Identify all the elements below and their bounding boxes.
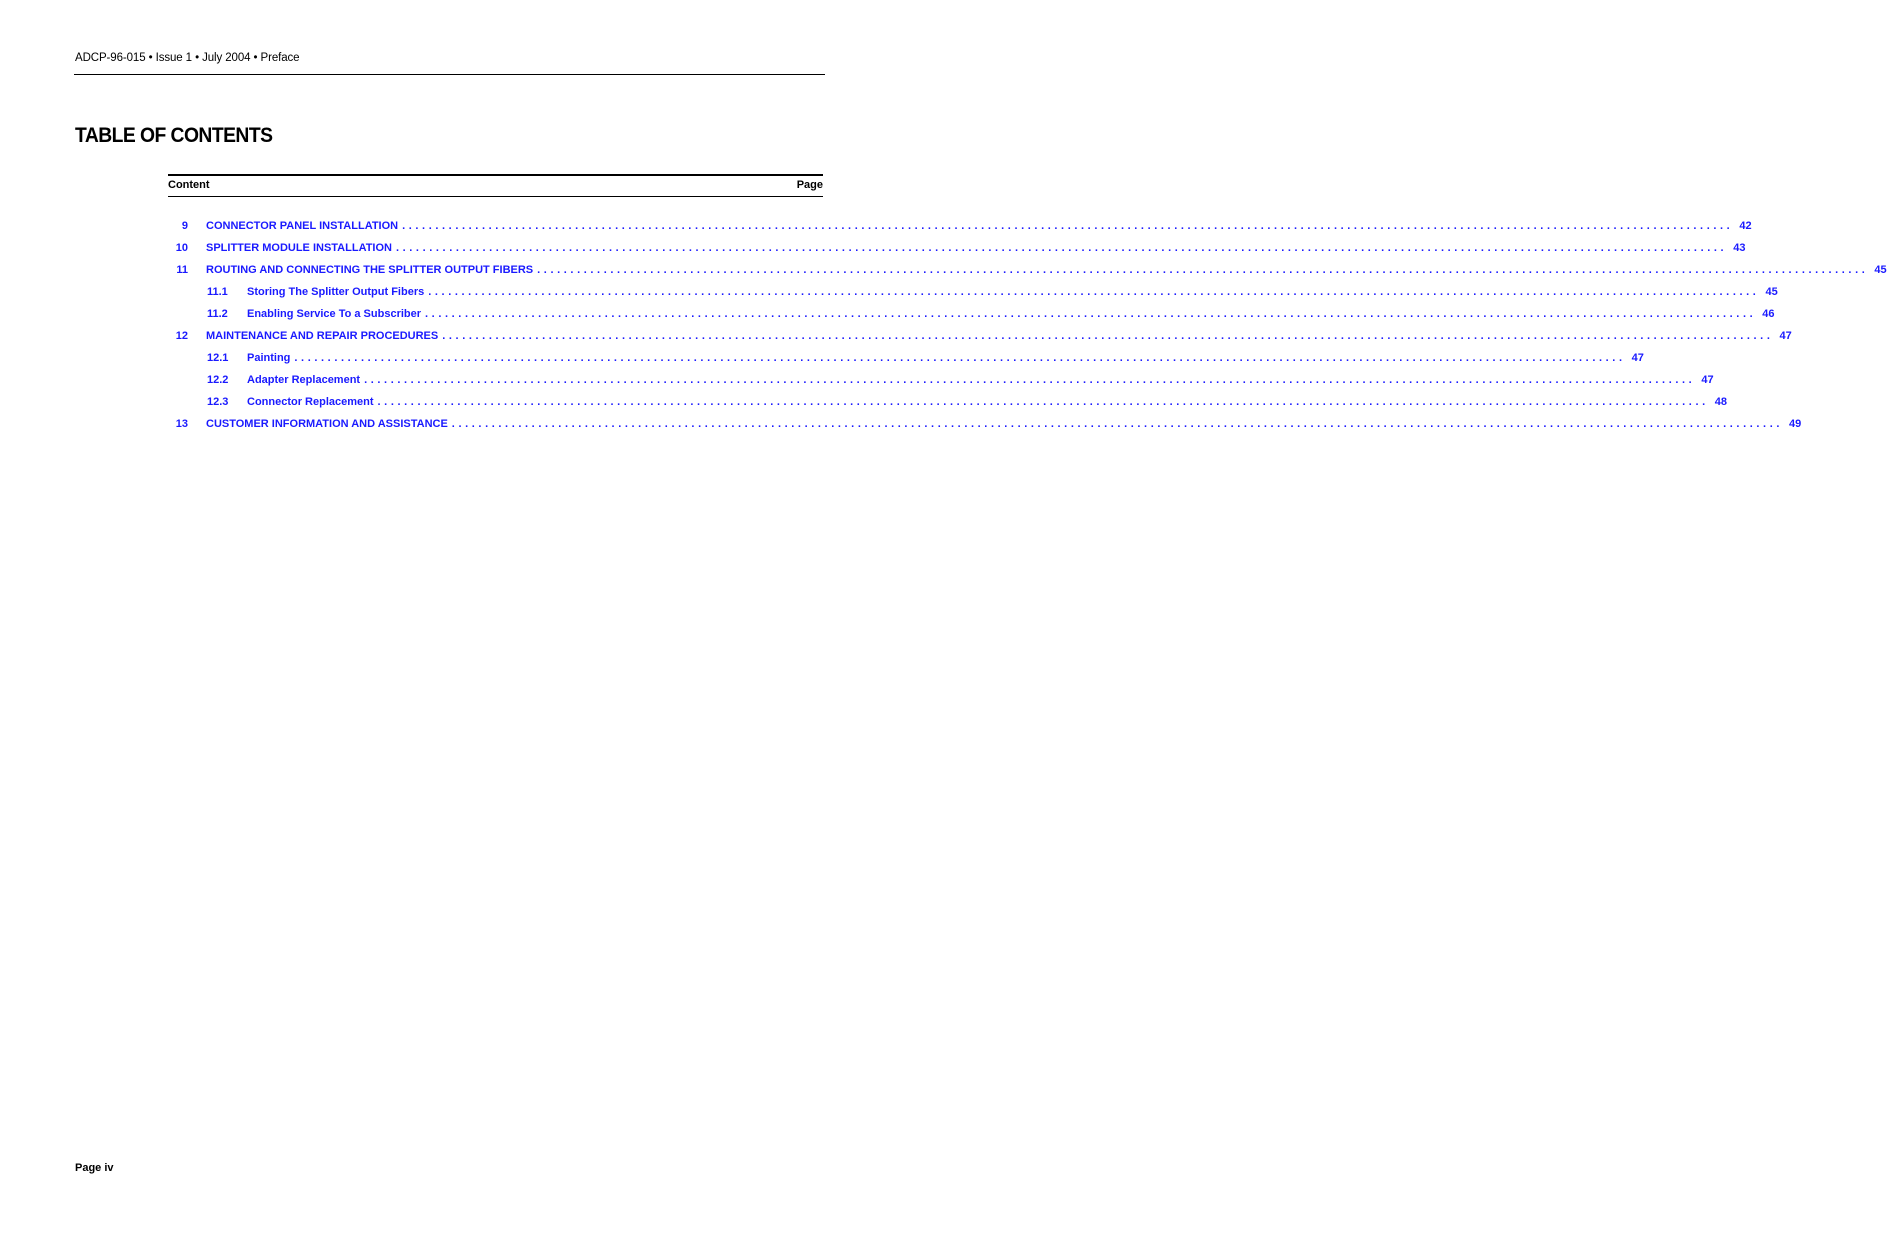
dot-leader: ........................................................................................................................................................................................................ — [428, 286, 1760, 298]
toc-entry-page: 45 — [1765, 286, 1778, 298]
toc-header-row — [168, 174, 823, 197]
toc-entry-number: 11.2 — [207, 308, 228, 320]
toc-entry-link[interactable] — [168, 308, 1775, 324]
dot-leader: ........................................................................................................................................................................................................ — [402, 220, 1734, 232]
toc-entry-number: 9 — [181, 220, 188, 232]
toc-entry-title: Enabling Service To a Subscriber — [247, 308, 425, 320]
toc-entry-link[interactable] — [168, 396, 1728, 412]
toc-entry-number: 13 — [175, 418, 188, 430]
toc-entry-link[interactable] — [168, 418, 1802, 434]
toc-entry-page: 49 — [1789, 418, 1802, 430]
toc-entry-title: SPLITTER MODULE INSTALLATION — [206, 242, 396, 254]
toc-entry-title: ROUTING AND CONNECTING THE SPLITTER OUTPUT FIBERS — [206, 264, 537, 276]
toc-entry-title: Connector Replacement — [247, 396, 378, 408]
toc-entry-number: 12.2 — [207, 374, 229, 386]
toc-entry-title: MAINTENANCE AND REPAIR PROCEDURES — [206, 330, 442, 342]
toc-entry-leader-line — [247, 286, 1778, 298]
toc-entry-page: 42 — [1739, 220, 1752, 232]
toc-entry-number: 12.3 — [207, 396, 229, 408]
toc-entry-leader-line — [247, 308, 1775, 320]
page-number: Page iv — [75, 1162, 114, 1174]
dot-leader: ........................................................................................................................................................................................................ — [294, 352, 1626, 364]
toc-entry-title: Adapter Replacement — [247, 374, 364, 386]
dot-leader: ........................................................................................................................................................................................................ — [395, 242, 1728, 254]
toc-entry-link[interactable] — [168, 286, 1778, 302]
toc-entry-page: 43 — [1733, 242, 1746, 254]
dot-leader: ........................................................................................................................................................................................................ — [537, 264, 1869, 276]
toc-entry-page: 48 — [1714, 396, 1728, 408]
toc-entry-leader-line — [206, 418, 1802, 430]
toc-entry-link[interactable] — [168, 330, 1792, 346]
toc-entry-leader-line — [206, 242, 1746, 254]
toc-entry-link[interactable] — [168, 264, 1887, 280]
page-title: TABLE OF CONTENTS — [75, 124, 273, 147]
toc-entry-title: Painting — [247, 352, 294, 364]
dot-leader: ........................................................................................................................................................................................................ — [425, 308, 1757, 320]
toc-entry-page: 47 — [1779, 330, 1792, 342]
table-of-contents — [168, 174, 1887, 430]
toc-entry-page: 46 — [1762, 308, 1775, 320]
toc-entry-number: 12 — [175, 330, 188, 342]
toc-entry-leader-line — [206, 220, 1752, 232]
toc-header-page: Page — [796, 179, 823, 191]
toc-entry-leader-line — [247, 396, 1728, 408]
toc-entry-link[interactable] — [168, 374, 1714, 390]
toc-entry-leader-line — [247, 374, 1714, 386]
dot-leader: ........................................................................................................................................................................................................ — [451, 418, 1784, 430]
toc-entry-number: 11 — [176, 264, 188, 276]
dot-leader: ........................................................................................................................................................................................................ — [377, 396, 1709, 408]
toc-entry-number: 11.1 — [207, 286, 228, 298]
toc-entry-leader-line — [206, 264, 1887, 276]
toc-entry-link[interactable] — [168, 352, 1644, 368]
toc-entry-link[interactable] — [168, 220, 1752, 236]
toc-entry-link[interactable] — [168, 242, 1746, 258]
toc-entry-leader-line — [206, 330, 1792, 342]
toc-entry-title: CONNECTOR PANEL INSTALLATION — [206, 220, 402, 232]
toc-entry-page: 47 — [1631, 352, 1644, 364]
running-head: ADCP-96-015 • Issue 1 • July 2004 • Preface — [75, 52, 300, 64]
toc-entry-title: Storing The Splitter Output Fibers — [247, 286, 428, 298]
toc-entry-number: 10 — [175, 242, 188, 254]
toc-entry-number: 12.1 — [207, 352, 229, 364]
toc-entry-title: CUSTOMER INFORMATION AND ASSISTANCE — [206, 418, 452, 430]
header-divider — [74, 74, 825, 75]
toc-entry-page: 45 — [1874, 264, 1887, 276]
dot-leader: ........................................................................................................................................................................................................ — [364, 374, 1696, 386]
toc-entry-leader-line — [247, 352, 1644, 364]
toc-entry-page: 47 — [1701, 374, 1714, 386]
toc-header-content: Content — [168, 179, 210, 191]
dot-leader: ........................................................................................................................................................................................................ — [442, 330, 1774, 342]
